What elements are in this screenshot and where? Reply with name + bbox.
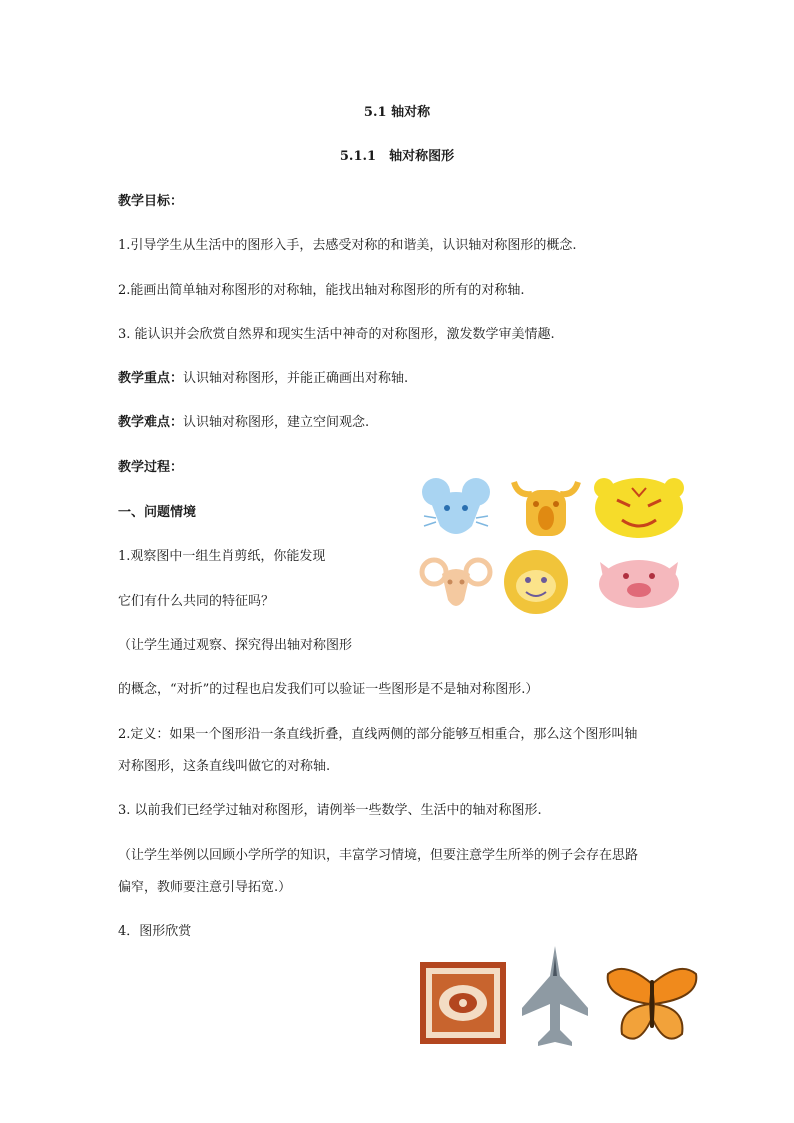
fighter-jet-image xyxy=(520,946,590,1050)
key-point xyxy=(118,370,408,388)
paragraph-2b: 对称图形，这条直线叫做它的对称轴. xyxy=(118,759,331,774)
paragraph-1b: 它们有什么共同的特征吗？ xyxy=(118,594,275,609)
paragraph-1a: 1.观察图中一组生肖剪纸，你能发现 xyxy=(118,549,326,564)
objectives-heading: 教学目标： xyxy=(118,194,184,209)
process-heading: 教学过程： xyxy=(118,460,184,475)
page-subtitle: 5.1.1 轴对称图形 xyxy=(339,149,455,164)
key-label: 教学重点： xyxy=(118,371,184,386)
difficulty-text: 认识轴对称图形，建立空间观念. xyxy=(183,415,370,430)
zodiac-papercut-figures xyxy=(416,474,696,614)
objective-1: 1.引导学生从生活中的图形入手，去感受对称的和谐美，认识轴对称图形的概念. xyxy=(118,238,577,253)
difficulty-label: 教学难点： xyxy=(118,415,184,430)
rat-papercut-image xyxy=(422,478,490,534)
pig-papercut-image xyxy=(599,560,679,608)
objective-2: 2.能画出简单轴对称图形的对称轴，能找出轴对称图形的所有的对称轴. xyxy=(118,283,525,298)
objective-3: 3. 能认识并会欣赏自然界和现实生活中神奇的对称图形，激发数学审美情趣. xyxy=(118,327,555,342)
monkey-papercut-image xyxy=(504,550,568,614)
paragraph-4a: （让学生举例以回顾小学所学的知识，丰富学习情境，但要注意学生所举的例子会存在思路 xyxy=(118,848,639,863)
paragraph-4b: 偏窄，教师要注意引导拓宽.） xyxy=(118,880,292,895)
carpet-pattern-image xyxy=(420,962,506,1044)
paragraph-1d: 的概念，“对折”的过程也启发我们可以验证一些图形是不是轴对称图形.） xyxy=(118,682,539,697)
difficulty-point xyxy=(118,414,369,432)
butterfly-image xyxy=(604,964,700,1048)
paragraph-5: 4．图形欣赏 xyxy=(118,924,192,939)
section-1-heading: 一、问题情境 xyxy=(118,505,197,520)
ox-papercut-image xyxy=(514,482,578,536)
key-text: 认识轴对称图形，并能正确画出对称轴. xyxy=(183,371,409,386)
paragraph-2a: 2.定义：如果一个图形沿一条直线折叠，直线两侧的部分能够互相重合，那么这个图形叫轴 xyxy=(118,727,638,742)
sheep-papercut-image xyxy=(422,560,490,606)
paragraph-1c: （让学生通过观察、探究得出轴对称图形 xyxy=(118,638,353,653)
paragraph-3: 3. 以前我们已经学过轴对称图形，请例举一些数学、生活中的轴对称图形. xyxy=(118,803,542,818)
tiger-papercut-image xyxy=(594,478,684,538)
page-title: 5.1 轴对称 xyxy=(363,105,431,120)
